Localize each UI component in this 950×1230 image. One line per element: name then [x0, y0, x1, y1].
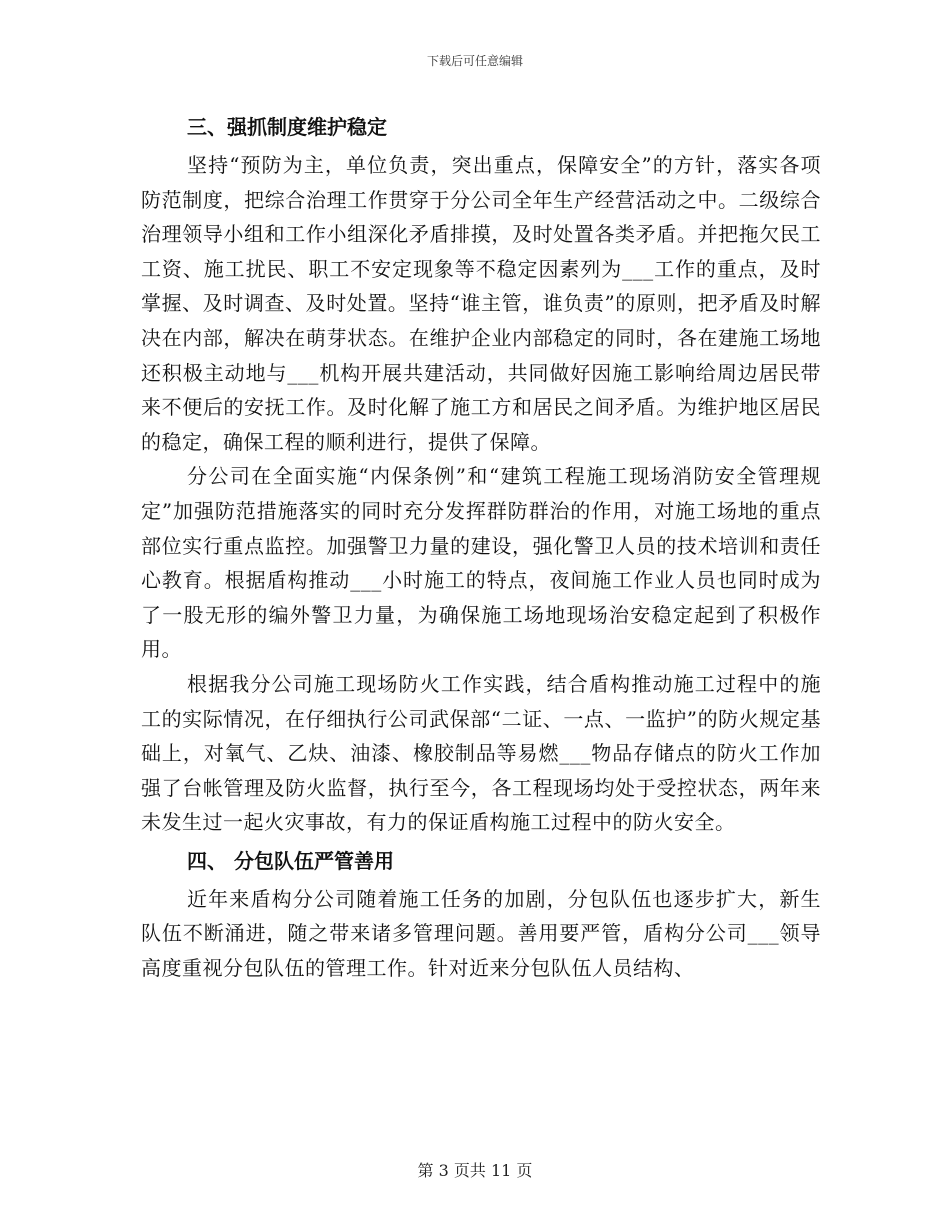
section-heading-4: 四、 分包队伍严管善用 — [187, 848, 394, 873]
section-heading-3: 三、强抓制度维护稳定 — [187, 115, 387, 139]
paragraph: 坚持“预防为主，单位负责，突出重点，保障安全”的方针，落实各项防范制度，把综合治理工作贯穿于分公司全年生产经营活动之中。二级综合治理领导小组和工作小组深化矛盾排摸，及时处置各类矛盾。并把拖欠民工工资、施工扰民、职工不安定现象等不稳定因素列为___工作的重点，及时掌握、及时调查、及时处置。坚持“谁主管，谁负责”的原则，把矛盾及时解决在内部，解决在萌芽状态。在维护企业内部稳定的同时，各在建施工场地还积极主动地与___机构开展共建活动，共同做好因施工影响给周边居民带来不便后的安抚工作。及时化解了施工方和居民之间矛盾。为维护地区居民的稳定，确保工程的顺利进行，提供了保障。 — [141, 153, 821, 454]
document-body — [141, 106, 821, 986]
paragraph: 近年来盾构分公司随着施工任务的加剧，分包队伍也逐步扩大，新生队伍不断涌进，随之带来诸多管理问题。善用要严管，盾构分公司___领导高度重视分包队伍的管理工作。针对近来分包队伍人员结构、 — [141, 886, 821, 981]
page-footer: 第 3 页共 11 页 — [417, 1161, 533, 1180]
page-header: 下载后可任意编辑 — [426, 54, 523, 68]
paragraph: 分公司在全面实施“内保条例”和“建筑工程施工现场消防安全管理规定”加强防范措施落实的同时充分发挥群防群治的作用，对施工场地的重点部位实行重点监控。加强警卫力量的建设，强化警卫人员的技术培训和责任心教育。根据盾构推动___小时施工的特点，夜间施工作业人员也同时成为了一股无形的编外警卫力量，为确保施工场地现场治安稳定起到了积极作用。 — [141, 464, 821, 662]
paragraph: 根据我分公司施工现场防火工作实践，结合盾构推动施工过程中的施工的实际情况，在仔细执行公司武保部“二证、一点、一监护”的防火规定基础上，对氧气、乙炔、油漆、橡胶制品等易燃___物品存储点的防火工作加强了台帐管理及防火监督，执行至今，各工程现场均处于受控状态，两年来未发生过一起火灾事故，有力的保证盾构施工过程中的防火安全。 — [141, 671, 821, 835]
